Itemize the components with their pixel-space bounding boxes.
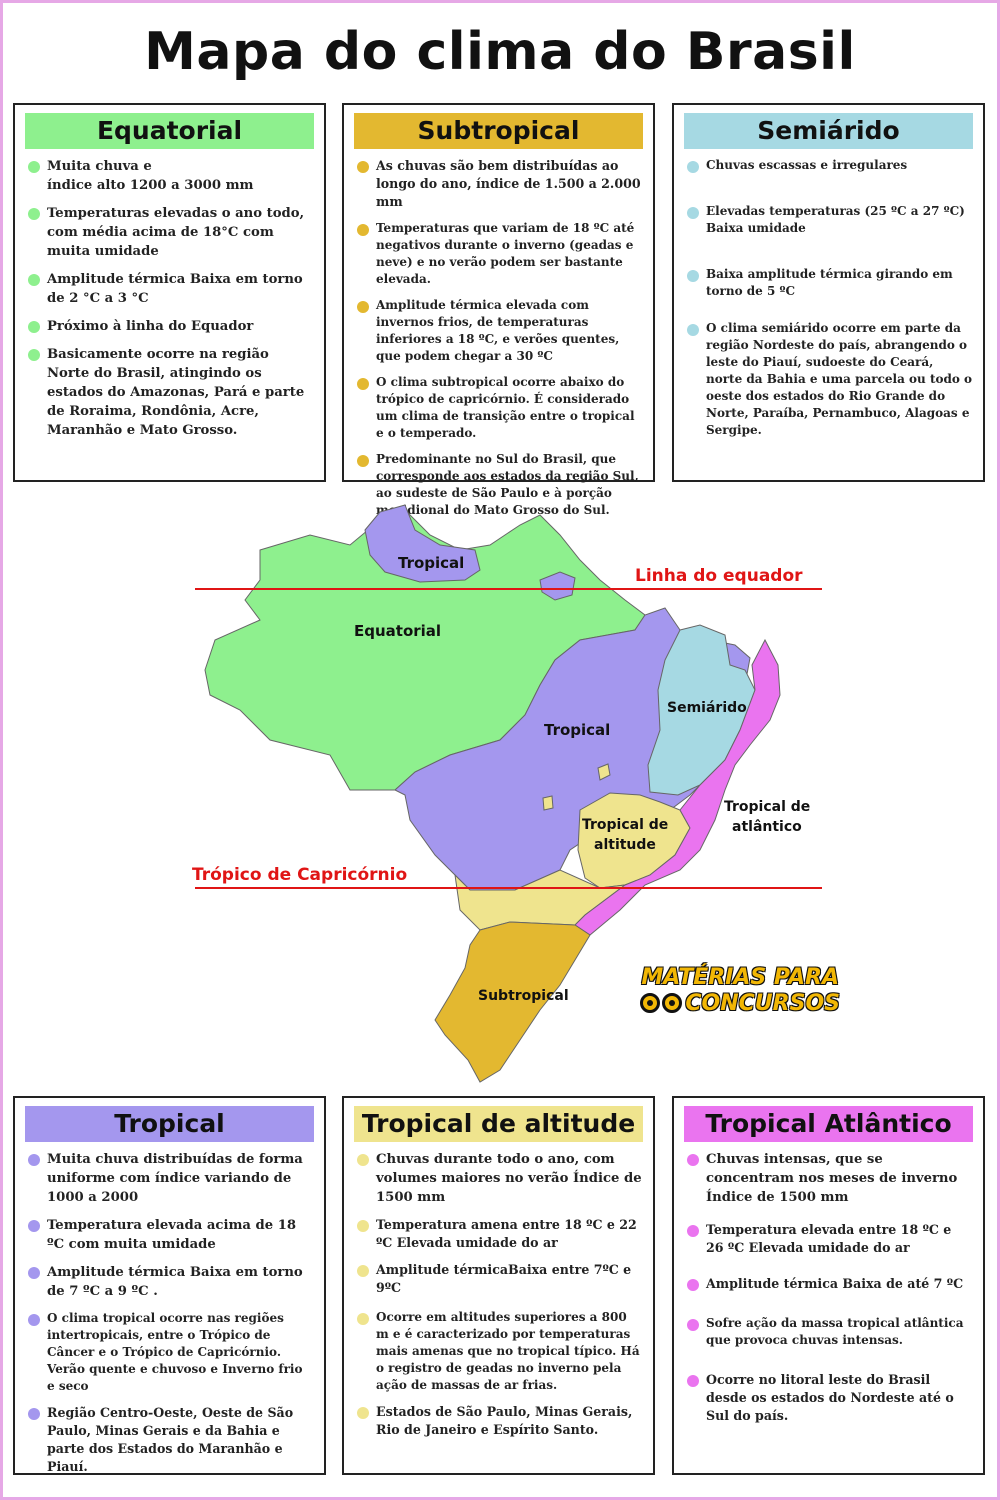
list-item: Temperatura elevada acima de 18 ºC com muita umidade (25, 1216, 314, 1254)
list-item: Temperaturas que variam de 18 ºC até negativos durante o inverno (geadas e neve) e no verão podem ser bastante elevada. (354, 220, 643, 288)
list-item: Ocorre em altitudes superiores a 800 m e é caracterizado por temperaturas mais amenas que no tropical típico. Há o registro de geadas no inverno pela ação de massas de ar frias. (354, 1309, 643, 1394)
map-label-tropical-atlantico-2: atlântico (732, 819, 802, 835)
list-item: Ocorre no litoral leste do Brasil desde os estados do Nordeste até o Sul do país. (684, 1371, 973, 1425)
semiarido-list (684, 157, 973, 439)
bullet-dot (687, 1279, 699, 1291)
tropical-altitude-box (342, 1096, 655, 1475)
list-item: Estados de São Paulo, Minas Gerais, Rio de Janeiro e Espírito Santo. (354, 1403, 643, 1439)
subtropical-title: Subtropical (354, 113, 643, 149)
bullet-dot (357, 1313, 369, 1325)
list-item: Chuvas durante todo o ano, com volumes maiores no verão Índice de 1500 mm (354, 1150, 643, 1207)
bullet-dot (687, 1319, 699, 1331)
equatorial-title: Equatorial (25, 113, 314, 149)
list-item: O clima tropical ocorre nas regiões intertropicais, entre o Trópico de Câncer e o Trópico de Capricórnio. Verão quente e chuvoso e Inverno frio e seco (25, 1310, 314, 1395)
subtropical-list (354, 157, 643, 519)
bullet-dot (687, 1154, 699, 1166)
map-label-tropical-altitude-1: Tropical de (582, 817, 669, 833)
tropical-altitude-list (354, 1150, 643, 1439)
list-item: Próximo à linha do Equador (25, 317, 314, 336)
bullet-dot (687, 1375, 699, 1387)
list-item: O clima semiárido ocorre em parte da região Nordeste do país, abrangendo o leste do Piauí, sudoeste do Ceará, norte da Bahia e uma parcela ou todo o oeste dos estados do Rio Grande do Norte, Paraíba, Pernambuco, Alagoas e Sergipe. (684, 320, 973, 439)
semiarido-box (672, 103, 985, 482)
list-item: Predominante no Sul do Brasil, que corresponde aos estados da região Sul, ao sudeste de São Paulo e à porção meridional do Mato Grosso do Sul. (354, 451, 643, 519)
bullet-dot (28, 274, 40, 286)
bullet-dot (687, 161, 699, 173)
list-item: Basicamente ocorre na região Norte do Brasil, atingindo os estados do Amazonas, Pará e parte de Roraima, Rondônia, Acre, Maranhão e Mato Grosso. (25, 345, 314, 440)
bullet-dot (28, 1267, 40, 1279)
bullet-dot (357, 1265, 369, 1277)
map-label-tropical-north: Tropical (398, 554, 465, 572)
bullet-dot (687, 1225, 699, 1237)
bullet-dot (28, 321, 40, 333)
bullet-dot (357, 1407, 369, 1419)
capricorn-label: Trópico de Capricórnio (192, 865, 408, 885)
bullet-dot (357, 1154, 369, 1166)
bullet-dot (357, 455, 369, 467)
list-item: Amplitude térmica Baixa de até 7 ºC (684, 1275, 973, 1293)
map-label-subtropical: Subtropical (478, 988, 569, 1004)
tropical-atlantico-list (684, 1150, 973, 1425)
bullet-dot (28, 1314, 40, 1326)
list-item: Temperatura elevada entre 18 ºC e 26 ºC Elevada umidade do ar (684, 1221, 973, 1257)
bullet-dot (357, 378, 369, 390)
bullet-dot (28, 161, 40, 173)
equatorial-box (13, 103, 326, 482)
map-label-equatorial: Equatorial (354, 622, 442, 640)
bullet-dot (357, 301, 369, 313)
list-item: Região Centro-Oeste, Oeste de São Paulo, Minas Gerais e da Bahia e parte dos Estados do Maranhão e Piauí. (25, 1404, 314, 1476)
page-title: Mapa do clima do Brasil (144, 22, 856, 82)
map-label-semiarido: Semiárido (667, 700, 747, 716)
list-item: Chuvas escassas e irregulares (684, 157, 973, 174)
bullet-dot (28, 1408, 40, 1420)
subtropical-box (342, 103, 655, 517)
map-label-tropical-atlantico-1: Tropical de (724, 799, 811, 815)
bullet-dot (357, 1220, 369, 1232)
bullet-dot (687, 324, 699, 336)
list-item: Temperaturas elevadas o ano todo, com média acima de 18°C com muita umidade (25, 204, 314, 261)
list-item: Muita chuva e índice alto 1200 a 3000 mm (25, 157, 314, 195)
list-item: Chuvas intensas, que se concentram nos meses de inverno Índice de 1500 mm (684, 1150, 973, 1207)
tropical-altitude-title: Tropical de altitude (354, 1106, 643, 1142)
tropical-title: Tropical (25, 1106, 314, 1142)
list-item: As chuvas são bem distribuídas ao longo do ano, índice de 1.500 a 2.000 mm (354, 157, 643, 211)
tropical-atlantico-title: Tropical Atlântico (684, 1106, 973, 1142)
owl-icon (640, 993, 683, 1043)
equatorial-list (25, 157, 314, 440)
bullet-dot (28, 1220, 40, 1232)
list-item: Temperatura amena entre 18 ºC e 22 ºC Elevada umidade do ar (354, 1216, 643, 1252)
list-item: Elevadas temperaturas (25 ºC a 27 ºC) Baixa umidade (684, 203, 973, 237)
logo-line-1: MATÉRIAS PARA (641, 965, 839, 990)
list-item: Amplitude térmica Baixa em torno de 7 ºC a 9 ºC . (25, 1263, 314, 1301)
list-item: Sofre ação da massa tropical atlântica que provoca chuvas intensas. (684, 1315, 973, 1349)
tropical-box (13, 1096, 326, 1475)
list-item: O clima subtropical ocorre abaixo do trópico de capricórnio. É considerado um clima de transição entre o tropical e o temperado. (354, 374, 643, 442)
bullet-dot (357, 161, 369, 173)
map-label-tropical: Tropical (544, 721, 611, 739)
bullet-dot (357, 224, 369, 236)
bullet-dot (28, 349, 40, 361)
tropical-atlantico-box (672, 1096, 985, 1475)
equator-label: Linha do equador (635, 566, 803, 586)
tropical-list (25, 1150, 314, 1476)
semiarido-title: Semiárido (684, 113, 973, 149)
bullet-dot (28, 1154, 40, 1166)
bullet-dot (28, 208, 40, 220)
list-item: Amplitude térmicaBaixa entre 7ºC e 9ºC (354, 1261, 643, 1297)
list-item: Muita chuva distribuídas de forma uniforme com índice variando de 1000 a 2000 (25, 1150, 314, 1207)
map-label-tropical-altitude-2: altitude (594, 837, 656, 853)
logo-line-2: CONCURSOS (685, 991, 840, 1016)
bullet-dot (687, 270, 699, 282)
bullet-dot (687, 207, 699, 219)
list-item: Amplitude térmica elevada com invernos frios, de temperaturas inferiores a 18 ºC, e verões quentes, que podem chegar a 30 ºC (354, 297, 643, 365)
region-tropical-islet-2 (543, 796, 553, 810)
list-item: Amplitude térmica Baixa em torno de 2 °C a 3 °C (25, 270, 314, 308)
site-logo (640, 965, 840, 1025)
list-item: Baixa amplitude térmica girando em torno de 5 ºC (684, 266, 973, 300)
